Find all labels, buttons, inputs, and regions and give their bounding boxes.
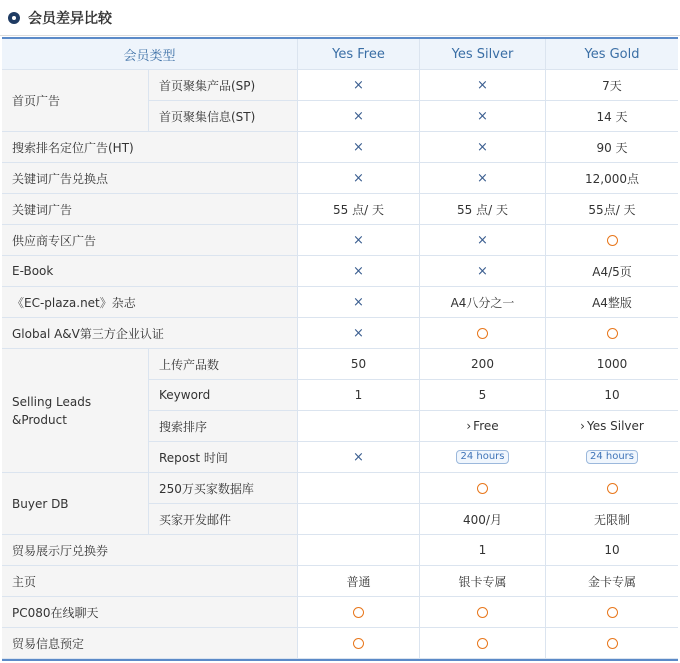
- row-label: 关键词广告兑换点: [2, 163, 298, 194]
- row-label: 250万买家数据库: [149, 473, 298, 504]
- cell-silver: [420, 318, 546, 349]
- chevron-right-icon: ›: [580, 419, 585, 433]
- cell-free: [298, 163, 420, 194]
- cell-gold: [546, 225, 678, 256]
- cell-silver: [420, 628, 546, 659]
- cross-icon: ×: [353, 139, 364, 155]
- cell-silver: 200: [420, 349, 546, 380]
- cross-icon: ×: [353, 232, 364, 248]
- cell-free: [298, 101, 420, 132]
- cell-gold: 12,000点: [546, 163, 678, 194]
- row-label: 关键词广告: [2, 194, 298, 225]
- cell-free: 50: [298, 349, 420, 380]
- cell-gold: A4/5页: [546, 256, 678, 287]
- header-yes-gold: Yes Gold: [546, 39, 678, 70]
- row-label: 主页: [2, 566, 298, 597]
- cell-gold: 55点/ 天: [546, 194, 678, 225]
- row-label: Repost 时间: [149, 442, 298, 473]
- cell-gold: 90 天: [546, 132, 678, 163]
- circle-icon: [607, 638, 618, 649]
- cell-silver: [420, 225, 546, 256]
- row-label: 贸易展示厅兑换券: [2, 535, 298, 566]
- cross-icon: ×: [353, 294, 364, 310]
- row-label: 贸易信息预定: [2, 628, 298, 659]
- circle-icon: [477, 328, 488, 339]
- comparison-table: [2, 37, 678, 661]
- cell-free: [298, 504, 420, 535]
- page-title: 会员差异比较: [28, 10, 112, 27]
- cell-gold: 7天: [546, 70, 678, 101]
- hours-badge: 24 hours: [586, 450, 638, 464]
- cell-text: Free: [473, 419, 499, 433]
- cell-free: [298, 442, 420, 473]
- circle-icon: [477, 483, 488, 494]
- circle-icon: [353, 638, 364, 649]
- cross-icon: ×: [477, 77, 488, 93]
- cell-silver: 400/月: [420, 504, 546, 535]
- cell-free: [298, 225, 420, 256]
- circle-icon: [477, 607, 488, 618]
- cell-silver: [420, 256, 546, 287]
- cell-gold: [546, 411, 678, 442]
- cell-gold: A4整版: [546, 287, 678, 318]
- cell-free: [298, 473, 420, 504]
- row-label: 搜索排序: [149, 411, 298, 442]
- cell-free: [298, 318, 420, 349]
- header-member-type: 会员类型: [2, 39, 298, 70]
- cell-silver: 银卡专属: [420, 566, 546, 597]
- cell-free: 1: [298, 380, 420, 411]
- cross-icon: ×: [353, 263, 364, 279]
- group-buyer-db: Buyer DB: [2, 473, 149, 535]
- circle-icon: [607, 607, 618, 618]
- row-label: 供应商专区广告: [2, 225, 298, 256]
- bullet-icon: [8, 12, 20, 24]
- cell-silver: [420, 473, 546, 504]
- row-label: 首页聚集信息(ST): [149, 101, 298, 132]
- cell-free: [298, 132, 420, 163]
- row-label: 上传产品数: [149, 349, 298, 380]
- cell-free: [298, 256, 420, 287]
- circle-icon: [353, 607, 364, 618]
- cross-icon: ×: [353, 325, 364, 341]
- cross-icon: ×: [477, 139, 488, 155]
- header-yes-free: Yes Free: [298, 39, 420, 70]
- cross-icon: ×: [353, 170, 364, 186]
- cell-silver: [420, 101, 546, 132]
- cell-silver: [420, 597, 546, 628]
- cell-gold: [546, 628, 678, 659]
- cell-silver: [420, 411, 546, 442]
- cell-gold: [546, 442, 678, 473]
- row-label: Global A&V第三方企业认证: [2, 318, 298, 349]
- cell-silver: 5: [420, 380, 546, 411]
- cell-silver: [420, 70, 546, 101]
- cell-free: [298, 411, 420, 442]
- cell-free: 普通: [298, 566, 420, 597]
- cell-gold: 10: [546, 380, 678, 411]
- cell-silver: [420, 132, 546, 163]
- cell-free: [298, 287, 420, 318]
- cell-text: Yes Silver: [586, 419, 644, 433]
- row-label: E-Book: [2, 256, 298, 287]
- circle-icon: [607, 483, 618, 494]
- cross-icon: ×: [353, 77, 364, 93]
- row-label: PC080在线聊天: [2, 597, 298, 628]
- cell-free: 55 点/ 天: [298, 194, 420, 225]
- circle-icon: [477, 638, 488, 649]
- circle-icon: [607, 328, 618, 339]
- circle-icon: [607, 235, 618, 246]
- cell-gold: 金卡专属: [546, 566, 678, 597]
- cell-silver: 55 点/ 天: [420, 194, 546, 225]
- cell-gold: 1000: [546, 349, 678, 380]
- cell-gold: 10: [546, 535, 678, 566]
- cell-silver: [420, 163, 546, 194]
- cross-icon: ×: [477, 232, 488, 248]
- cross-icon: ×: [477, 108, 488, 124]
- cross-icon: ×: [477, 263, 488, 279]
- cell-silver: 1: [420, 535, 546, 566]
- header-yes-silver: Yes Silver: [420, 39, 546, 70]
- cell-gold: [546, 473, 678, 504]
- cross-icon: ×: [477, 170, 488, 186]
- cell-free: [298, 535, 420, 566]
- cell-gold: [546, 318, 678, 349]
- cross-icon: ×: [353, 108, 364, 124]
- cell-free: [298, 628, 420, 659]
- group-homepage-ads: 首页广告: [2, 70, 149, 132]
- cell-free: [298, 70, 420, 101]
- cell-gold: 无限制: [546, 504, 678, 535]
- row-label: 搜索排名定位广告(HT): [2, 132, 298, 163]
- cell-gold: 14 天: [546, 101, 678, 132]
- cell-silver: [420, 442, 546, 473]
- chevron-right-icon: ›: [466, 419, 472, 433]
- group-selling-leads: Selling Leads &Product: [2, 349, 149, 473]
- cell-free: [298, 597, 420, 628]
- hours-badge: 24 hours: [456, 450, 508, 464]
- title-bar: [0, 0, 680, 36]
- row-label: 首页聚集产品(SP): [149, 70, 298, 101]
- row-label: Keyword: [149, 380, 298, 411]
- row-label: 买家开发邮件: [149, 504, 298, 535]
- row-label: 《EC-plaza.net》杂志: [2, 287, 298, 318]
- cross-icon: ×: [353, 449, 364, 465]
- cell-silver: A4八分之一: [420, 287, 546, 318]
- cell-gold: [546, 597, 678, 628]
